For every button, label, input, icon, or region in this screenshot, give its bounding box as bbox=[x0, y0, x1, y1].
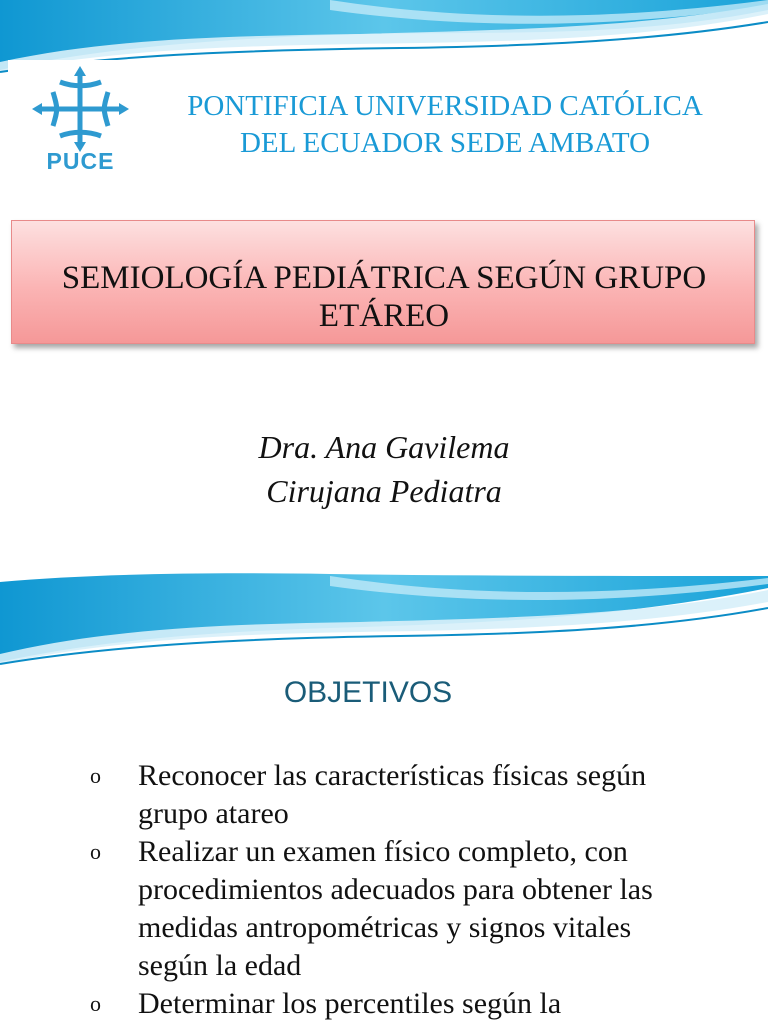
logo-wordmark: PUCE bbox=[46, 148, 115, 174]
title-line-2: ETÁREO bbox=[318, 298, 450, 334]
objectives-list bbox=[0, 757, 768, 1023]
university-line-2: DEL ECUADOR SEDE AMBATO bbox=[239, 127, 651, 159]
list-item bbox=[0, 985, 698, 1023]
presentation-title bbox=[12, 259, 756, 335]
university-name bbox=[150, 88, 740, 162]
title-line-1: SEMIOLOGÍA PEDIÁTRICA SEGÚN GRUPO bbox=[61, 260, 707, 296]
university-line-1: PONTIFICIA UNIVERSIDAD CATÓLICA bbox=[187, 90, 703, 122]
author-block bbox=[0, 425, 768, 513]
objectives-heading: OBJETIVOS bbox=[283, 676, 453, 709]
header-wave-decoration bbox=[0, 562, 768, 672]
list-item bbox=[0, 833, 698, 985]
presentation-title-box bbox=[11, 220, 755, 344]
list-item bbox=[0, 757, 698, 833]
list-item-text: Determinar los percentiles según la bbox=[138, 987, 562, 1020]
bullet-marker: o bbox=[90, 839, 101, 864]
bullet-marker: o bbox=[90, 991, 101, 1016]
cross-emblem-icon bbox=[8, 64, 153, 154]
author-role: Cirujana Pediatra bbox=[266, 473, 502, 509]
list-item-text: Reconocer las características físicas según grupo atareo bbox=[138, 759, 647, 830]
list-item-text: Realizar un examen físico completo, con procedimientos adecuados para obtener las medidas antropométricas y signos vitales según la edad bbox=[138, 835, 653, 982]
bullet-marker: o bbox=[90, 763, 101, 788]
puce-logo bbox=[8, 60, 153, 192]
author-name: Dra. Ana Gavilema bbox=[258, 429, 510, 465]
